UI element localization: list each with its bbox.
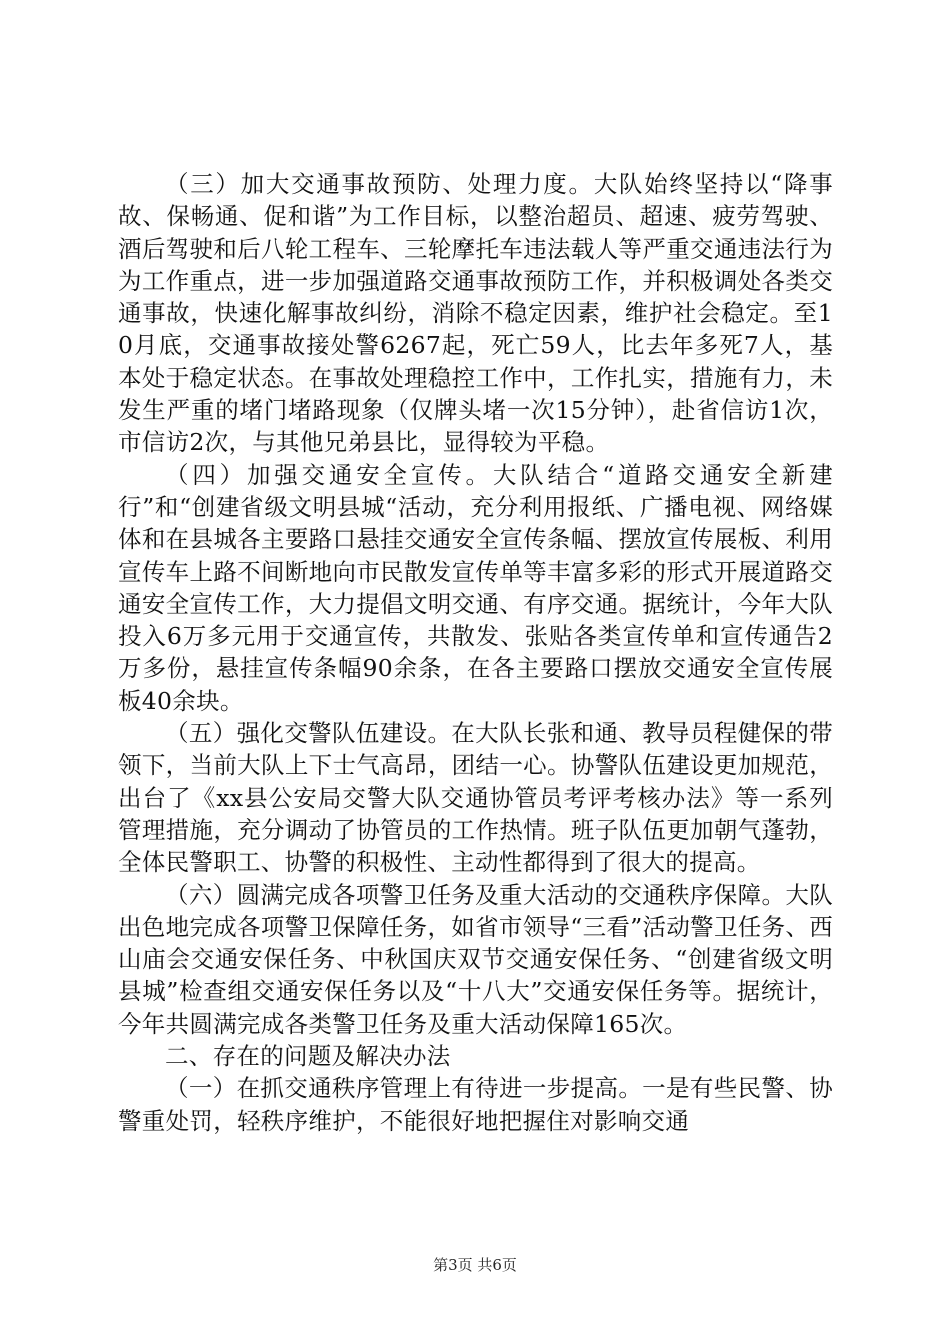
paragraph-team-building: （五）强化交警队伍建设。在大队长张和通、教导员程健保的带领下，当前大队上下士气高昂，团结一心。协警队伍建设更加规范，出台了《xx县公安局交警大队交通协管员考评考核办法》等一系列管理措施，充分调动了协管员的工作热情。班子队伍更加朝气蓬勃，全体民警职工、协警的积极性、主动性都得到了很大的提高。 [118,719,833,877]
paragraph-order-management: （一）在抓交通秩序管理上有待进一步提高。一是有些民警、协警重处罚，轻秩序维护，不能很好地把握住对影响交通 [118,1074,833,1135]
page-number-footer: 第3页 共6页 [433,1256,517,1274]
document-body [118,168,833,1137]
paragraph-safety-publicity: （四）加强交通安全宣传。大队结合“道路交通安全新建行”和“创建省级文明县城“活动，充分利用报纸、广播电视、网络媒体和在县城各主要路口悬挂交通安全宣传条幅、摆放宣传展板、利用宣传车上路不间断地向市民散发宣传单等丰富多彩的形式开展道路交通安全宣传工作，大力提倡文明交通、有序交通。据统计，今年大队投入6万多元用于交通宣传，共散发、张贴各类宣传单和宣传通告2万多份，悬挂宣传条幅90余条，在各主要路口摆放交通安全宣传展板40余块。 [118,460,833,715]
paragraph-security-tasks: （六）圆满完成各项警卫任务及重大活动的交通秩序保障。大队出色地完成各项警卫保障任务，如省市领导“三看”活动警卫任务、西山庙会交通安保任务、中秋国庆双节交通安保任务、“创建省级文明县城”检查组交通安保任务以及“十八大”交通安保任务等。据统计，今年共圆满完成各类警卫任务及重大活动保障165次。 [118,880,833,1038]
section-heading-problems: 二、存在的问题及解决办法 [165,1042,451,1071]
paragraph-accident-prevention: （三）加大交通事故预防、处理力度。大队始终坚持以“降事故、保畅通、促和谐”为工作目标，以整治超员、超速、疲劳驾驶、酒后驾驶和后八轮工程车、三轮摩托车违法载人等严重交通违法行为为工作重点，进一步加强道路交通事故预防工作，并积极调处各类交通事故，快速化解事故纠纷，消除不稳定因素，维护社会稳定。至10月底，交通事故接处警6267起，死亡59人，比去年多死7人，基本处于稳定状态。在事故处理稳控工作中，工作扎实，措施有力，未发生严重的堵门堵路现象（仅牌头堵一次15分钟），赴省信访1次，市信访2次，与其他兄弟县比，显得较为平稳。 [118,170,833,457]
